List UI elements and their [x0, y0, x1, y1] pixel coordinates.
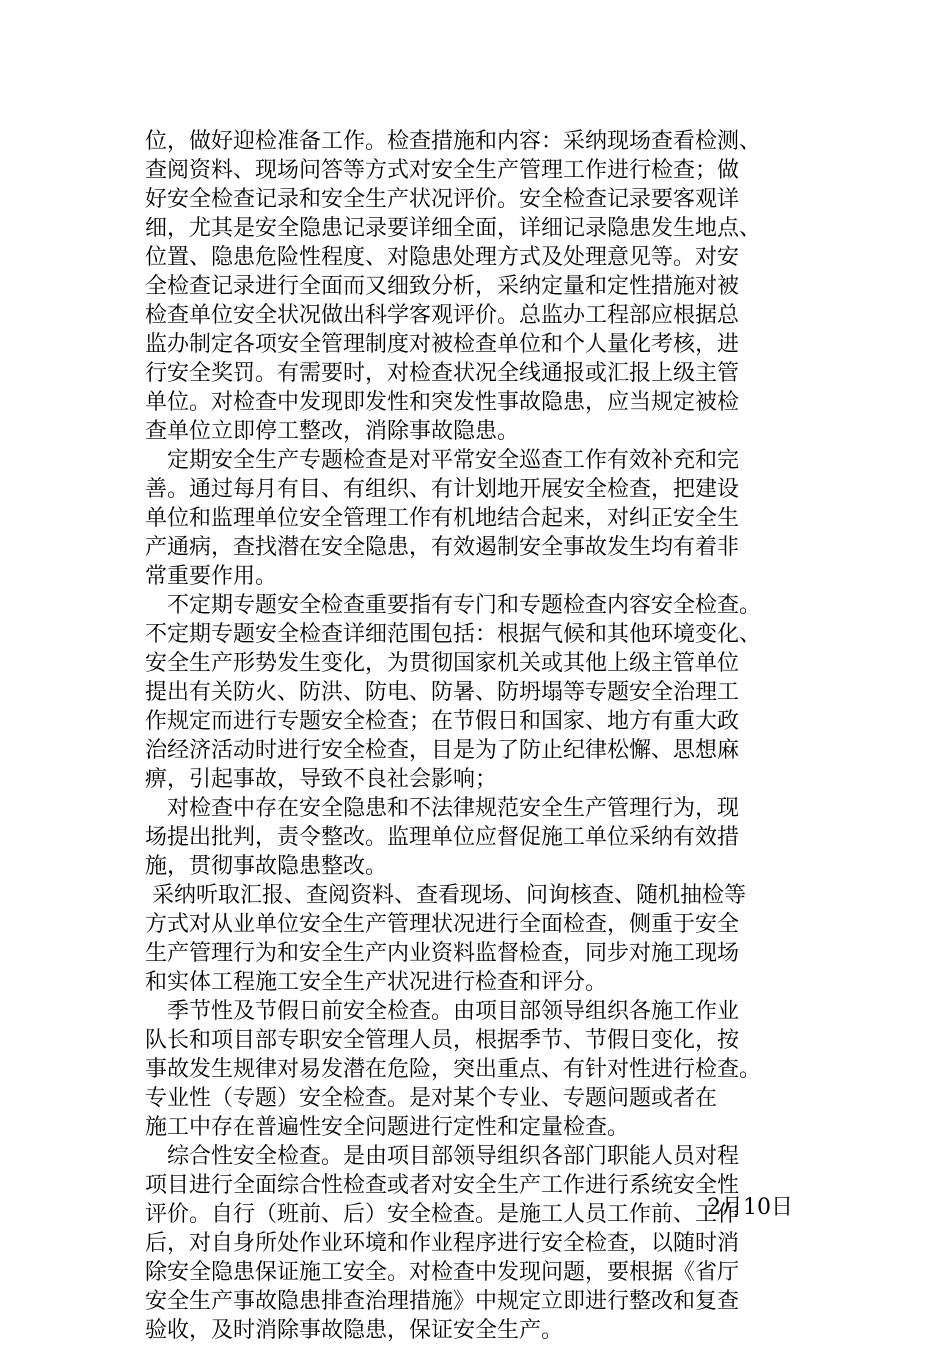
- paragraph-line: 位，做好迎检准备工作。检查措施和内容：采纳现场查看检测、: [145, 129, 762, 154]
- paragraph-line: 安全生产事故隐患排查治理措施》中规定立即进行整改和复查: [145, 1289, 740, 1314]
- paragraph-line: 采纳听取汇报、查阅资料、查看现场、问询核查、随机抽检等: [145, 883, 746, 908]
- paragraph: [145, 794, 815, 881]
- paragraph-line: 痹，引起事故，导致不良社会影响；: [145, 767, 498, 792]
- paragraph-line: 善。通过每月有目、有组织、有计划地开展安全检查，把建设: [145, 477, 740, 502]
- paragraph-line: 检查单位安全状况做出科学客观评价。总监办工程部应根据总: [145, 303, 740, 328]
- paragraph-line: 施，贯彻事故隐患整改。: [145, 854, 388, 879]
- paragraph-line: 全检查记录进行全面而又细致分析，采纳定量和定性措施对被: [145, 274, 740, 299]
- paragraph: [145, 1142, 815, 1345]
- paragraph: [145, 446, 815, 591]
- paragraph-line: 生产管理行为和安全生产内业资料监督检查，同步对施工现场: [145, 941, 740, 966]
- paragraph-line: 评价。自行（班前、后）安全检查。是施工人员工作前、工作: [145, 1202, 740, 1227]
- paragraph-line: 施工中存在普遍性安全问题进行定性和定量检查。: [145, 1115, 630, 1140]
- paragraph-line: 验收，及时消除事故隐患，保证安全生产。: [145, 1318, 564, 1343]
- paragraph-line: 方式对从业单位安全生产管理状况进行全面检查，侧重于安全: [145, 912, 740, 937]
- paragraph-line: 细，尤其是安全隐患记录要详细全面，详细记录隐患发生地点、: [145, 216, 762, 241]
- paragraph-line: 提出有关防火、防洪、防电、防暑、防坍塌等专题安全治理工: [145, 680, 740, 705]
- paragraph-line: 事故发生规律对易发潜在危险，突出重点、有针对性进行检查。: [145, 1057, 762, 1082]
- paragraph: [145, 127, 815, 446]
- document-date: 2月10日: [707, 1195, 793, 1220]
- paragraph-line: 后，对自身所处作业环境和作业程序进行安全检查，以随时消: [145, 1231, 740, 1256]
- paragraph-line: 除安全隐患保证施工安全。对检查中发现问题，要根据《省厅: [145, 1260, 740, 1285]
- paragraph: [145, 997, 815, 1142]
- paragraph-line: 查阅资料、现场问答等方式对安全生产管理工作进行检查；做: [145, 158, 740, 183]
- paragraph-line: 常重要作用。: [145, 564, 278, 589]
- paragraph-line: 对检查中存在安全隐患和不法律规范安全生产管理行为，现: [145, 796, 740, 821]
- paragraph-line: 治经济活动时进行安全检查，目是为了防止纪律松懈、思想麻: [145, 738, 740, 763]
- paragraph-line: 单位。对检查中发现即发性和突发性事故隐患，应当规定被检: [145, 390, 740, 415]
- paragraph: [145, 881, 815, 997]
- paragraph: [145, 591, 815, 794]
- paragraph-line: 行安全奖罚。有需要时，对检查状况全线通报或汇报上级主管: [145, 361, 740, 386]
- paragraph-line: 不定期专题安全检查详细范围包括：根据气候和其他环境变化、: [145, 622, 762, 647]
- paragraph-line: 和实体工程施工安全生产状况进行检查和评分。: [145, 970, 608, 995]
- paragraph-line: 产通病，查找潜在安全隐患，有效遏制安全事故发生均有着非: [145, 535, 740, 560]
- paragraph-line: 位置、隐患危险性程度、对隐患处理方式及处理意见等。对安: [145, 245, 740, 270]
- paragraph-line: 专业性（专题）安全检查。是对某个专业、专题问题或者在: [145, 1086, 718, 1111]
- paragraph-line: 场提出批判，责令整改。监理单位应督促施工单位采纳有效措: [145, 825, 740, 850]
- paragraph-line: 综合性安全检查。是由项目部领导组织各部门职能人员对程: [145, 1144, 740, 1169]
- paragraph-line: 安全生产形势发生变化，为贯彻国家机关或其他上级主管单位: [145, 651, 740, 676]
- paragraph-line: 季节性及节假日前安全检查。由项目部领导组织各施工作业: [145, 999, 740, 1024]
- paragraph-line: 作规定而进行专题安全检查；在节假日和国家、地方有重大政: [145, 709, 740, 734]
- paragraph-line: 查单位立即停工整改，消除事故隐患。: [145, 419, 520, 444]
- document-body: [145, 127, 815, 1345]
- paragraph-line: 好安全检查记录和安全生产状况评价。安全检查记录要客观详: [145, 187, 740, 212]
- paragraph-line: 不定期专题安全检查重要指有专门和专题检查内容安全检查。: [145, 593, 762, 618]
- paragraph-line: 项目进行全面综合性检查或者对安全生产工作进行系统安全性: [145, 1173, 740, 1198]
- paragraph-line: 单位和监理单位安全管理工作有机地结合起来，对纠正安全生: [145, 506, 740, 531]
- paragraph-line: 定期安全生产专题检查是对平常安全巡查工作有效补充和完: [145, 448, 740, 473]
- paragraph-line: 监办制定各项安全管理制度对被检查单位和个人量化考核，进: [145, 332, 740, 357]
- paragraph-line: 队长和项目部专职安全管理人员，根据季节、节假日变化，按: [145, 1028, 740, 1053]
